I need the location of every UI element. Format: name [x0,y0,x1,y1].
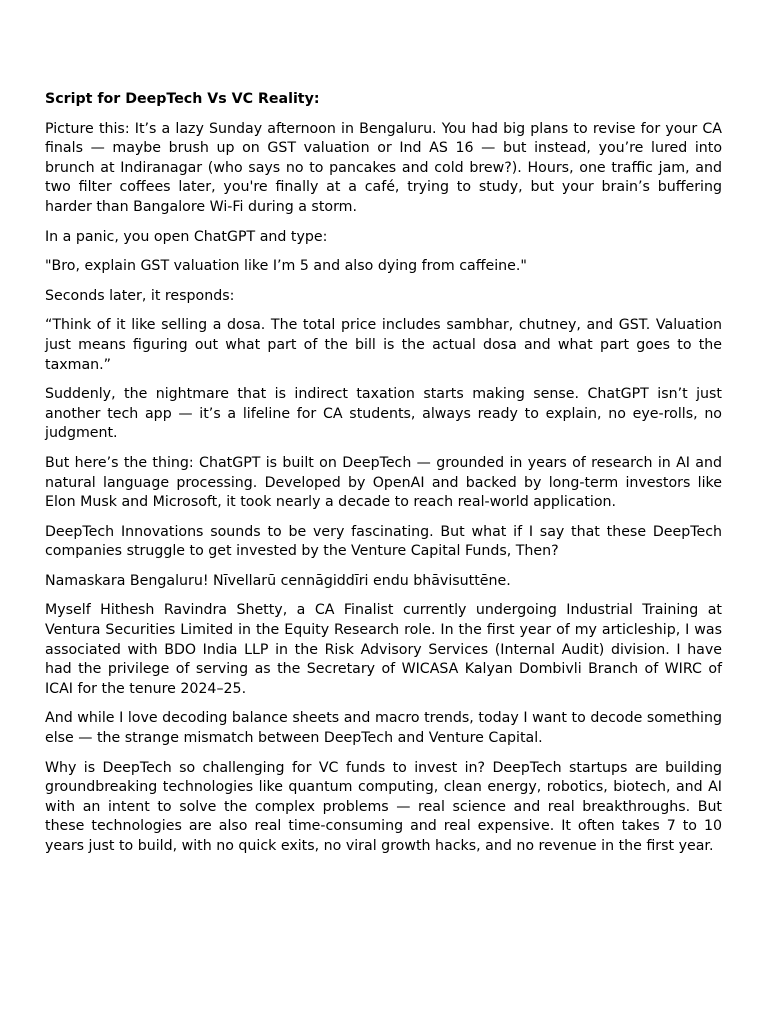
paragraph-response: “Think of it like selling a dosa. The total price includes sambhar, chutney, and GST. Valuation just means figuring out what part of the bill is the actual dosa and what part goes to the taxman.” [45,317,722,373]
paragraph-deeptech: But here’s the thing: ChatGPT is built on DeepTech — grounded in years of research in AI and natural language processing. Developed by OpenAI and backed by long-term investors like Elon Musk and Microsoft, it took nearly a decade to reach real-world application. [45,454,722,511]
paragraph-prompt: "Bro, explain GST valuation like I’m 5 and also dying from caffeine." [45,258,527,275]
document-page [45,90,722,867]
paragraph-greeting: Namaskara Bengaluru! Nīvellarū cennāgiddīri endu bhāvisuttēne. [45,572,511,589]
paragraph-panic: In a panic, you open ChatGPT and type: [45,228,328,245]
paragraph-intro: Picture this: It’s a lazy Sunday afternoon in Bengaluru. You had big plans to revise for your CA finals — maybe brush up on GST valuation or Ind AS 16 — but instead, you’re lured into brunch at Indiranagar (who says no to pancakes and cold brew?). Hours, one traffic jam, and two filter coffees later, you're finally at a café, trying to study, but your brain’s buffering harder than Bangalore Wi-Fi during a storm. [45,120,722,215]
document-title: Script for DeepTech Vs VC Reality: [45,91,320,107]
paragraph-challenge: Why is DeepTech so challenging for VC funds to invest in? DeepTech startups are building groundbreaking technologies like quantum computing, clean energy, robotics, biotech, and AI with an intent to solve the complex problems — real science and real breakthroughs. But these technologies are also real time-consuming and real expensive. It often takes 7 to 10 years just to build, with no quick exits, no viral growth hacks, and no revenue in the first year. [45,759,722,854]
paragraph-decode: And while I love decoding balance sheets and macro trends, today I want to decode something else — the strange mismatch between DeepTech and Venture Capital. [45,710,722,747]
paragraph-question: DeepTech Innovations sounds to be very fascinating. But what if I say that these DeepTech companies struggle to get invested by the Venture Capital Funds, Then? [45,523,722,560]
paragraph-bio: Myself Hithesh Ravindra Shetty, a CA Finalist currently undergoing Industrial Training at Ventura Securities Limited in the Equity Research role. In the first year of my articleship, I was associated with BDO India LLP in the Risk Advisory Services (Internal Audit) division. I have had the privilege of serving as the Secretary of WICASA Kalyan Dombivli Branch of WIRC of ICAI for the tenure 2024–25. [45,602,722,697]
paragraph-response-lead: Seconds later, it responds: [45,287,235,304]
paragraph-sense: Suddenly, the nightmare that is indirect taxation starts making sense. ChatGPT isn’t just another tech app — it’s a lifeline for CA students, always ready to explain, no eye-rolls, no judgment. [45,386,722,442]
